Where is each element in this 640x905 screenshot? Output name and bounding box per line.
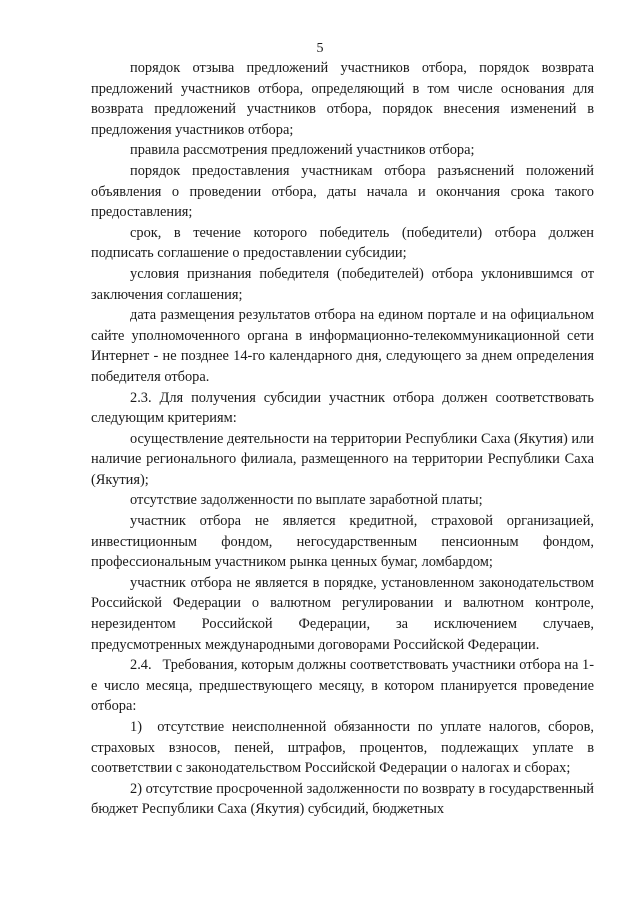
paragraph: правила рассмотрения предложений участников отбора;: [130, 142, 475, 159]
paragraph: срок, в течение которого победитель (победители) отбора должен подписать соглашение о предоставлении субсидии;: [91, 224, 594, 262]
paragraph: условия признания победителя (победителей) отбора уклонившимся от заключения соглашения;: [91, 265, 594, 303]
paragraph: порядок предоставления участникам отбора разъяснений положений объявления о проведении отбора, даты начала и окончания срока такого предоставления;: [91, 162, 594, 221]
list-item: 2) отсутствие просроченной задолженности по возврату в государственный бюджет Республики Саха (Якутия) субсидий, бюджетных: [91, 780, 594, 818]
paragraph: участник отбора не является в порядке, установленном законодательством Российской Федерации о валютном регулировании и валютном контроле, нерезидентом Российской Федерации, за исключением случаев, предусмотренных международными договорами Российской Федерации.: [91, 574, 594, 653]
list-item: 1) отсутствие неисполненной обязанности по уплате налогов, сборов, страховых взносов, пеней, штрафов, процентов, подлежащих уплате в соответствии с законодательством Российской Федерации о налогах и сборах;: [91, 719, 598, 777]
paragraph: отсутствие задолженности по выплате заработной платы;: [130, 492, 483, 509]
section-2-4-heading: 2.4. Требования, которым должны соответствовать участники отбора на 1-е число месяца, предшествующего месяцу, в котором планируется проведение отбора:: [91, 657, 598, 715]
page-number: 5: [316, 41, 324, 56]
paragraph: порядок отзыва предложений участников отбора, порядок возврата предложений участников отбора, определяющий в том числе основания для возврата предложений участников отбора, порядок внесения изменений в предложения участников отбора;: [91, 60, 594, 138]
document-body: [91, 58, 598, 820]
section-2-3-heading: 2.3. Для получения субсидии участник отбора должен соответствовать следующим критериям:: [91, 389, 594, 427]
paragraph: осуществление деятельности на территории Республики Саха (Якутия) или наличие регионального филиала, размещенного на территории Республики Саха (Якутия);: [91, 430, 594, 488]
paragraph: дата размещения результатов отбора на едином портале и на официальном сайте уполномоченного органа в информационно-телекоммуникационной сети Интернет - не позднее 14-го календарного дня, следующего за днем определения победителя отбора.: [91, 307, 594, 385]
paragraph: участник отбора не является кредитной, страховой организацией, инвестиционным фондом, негосударственным пенсионным фондом, профессиональным участником рынка ценных бумаг, ломбардом;: [91, 513, 594, 571]
